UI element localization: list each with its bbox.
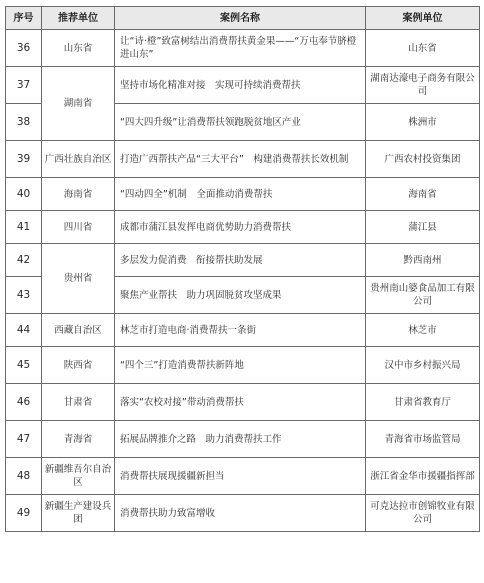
case-unit-cell: 可克达拉市创锦牧业有限公司: [366, 495, 480, 532]
header-serial: 序号: [6, 7, 42, 30]
case-unit-cell: 青海省市场监管局: [366, 421, 480, 458]
recommending-unit-cell: 湖南省: [42, 67, 115, 141]
case-name-cell: 林芝市打造电商·消费帮扶一条街: [115, 314, 366, 347]
table-row: [6, 314, 480, 347]
case-unit-cell: 黔西南州: [366, 244, 480, 277]
table-row: [6, 211, 480, 244]
serial-cell: 47: [6, 421, 42, 458]
case-name-cell: 消费帮扶展现援疆新担当: [115, 458, 366, 495]
document-page: [5, 6, 479, 532]
recommending-unit-cell: 山东省: [42, 30, 115, 67]
table-row: [6, 495, 480, 532]
case-unit-cell: 甘肃省教育厅: [366, 384, 480, 421]
recommending-unit-cell: 陕西省: [42, 347, 115, 384]
case-name-cell: “四个三”打造消费帮扶新阵地: [115, 347, 366, 384]
header-case-unit: 案例单位: [366, 7, 480, 30]
case-unit-cell: 株洲市: [366, 104, 480, 141]
case-unit-cell: 林芝市: [366, 314, 480, 347]
table-row: [6, 244, 480, 277]
case-unit-cell: 山东省: [366, 30, 480, 67]
case-name-cell: 拓展品牌推介之路 助力消费帮扶工作: [115, 421, 366, 458]
serial-cell: 38: [6, 104, 42, 141]
case-name-cell: “四大四升级”让消费帮扶领跑脱贫地区产业: [115, 104, 366, 141]
recommending-unit-cell: 青海省: [42, 421, 115, 458]
case-name-cell: “四动四全”机制 全面推动消费帮扶: [115, 178, 366, 211]
case-name-cell: 让“诗·橙”致富树结出消费帮扶黄金果——“万屯奉节脐橙进山东”: [115, 30, 366, 67]
serial-cell: 45: [6, 347, 42, 384]
recommending-unit-cell: 新疆生产建设兵团: [42, 495, 115, 532]
case-name-cell: 成都市蒲江县发挥电商优势助力消费帮扶: [115, 211, 366, 244]
case-name-cell: 多层发力促消费 衔接帮扶助发展: [115, 244, 366, 277]
case-unit-cell: 浙江省金华市援疆指挥部: [366, 458, 480, 495]
serial-cell: 40: [6, 178, 42, 211]
case-unit-cell: 蒲江县: [366, 211, 480, 244]
table-row: [6, 347, 480, 384]
case-unit-cell: 广西农村投资集团: [366, 141, 480, 178]
recommending-unit-cell: 西藏自治区: [42, 314, 115, 347]
table-row: [6, 178, 480, 211]
table-row: [6, 30, 480, 67]
recommending-unit-cell: 贵州省: [42, 244, 115, 314]
recommending-unit-cell: 广西壮族自治区: [42, 141, 115, 178]
case-name-cell: 消费帮扶助力致富增收: [115, 495, 366, 532]
table-row: [6, 458, 480, 495]
case-unit-cell: 湖南达濠电子商务有限公司: [366, 67, 480, 104]
case-unit-cell: 海南省: [366, 178, 480, 211]
case-name-cell: 坚持市场化精准对接 实现可持续消费帮扶: [115, 67, 366, 104]
serial-cell: 49: [6, 495, 42, 532]
serial-cell: 46: [6, 384, 42, 421]
table-row: [6, 421, 480, 458]
serial-cell: 44: [6, 314, 42, 347]
case-unit-cell: 汉中市乡村振兴局: [366, 347, 480, 384]
table-row: [6, 67, 480, 104]
header-recommending-unit: 推荐单位: [42, 7, 115, 30]
serial-cell: 48: [6, 458, 42, 495]
recommending-unit-cell: 甘肃省: [42, 384, 115, 421]
table-header-row: [6, 7, 480, 30]
recommending-unit-cell: 新疆维吾尔自治区: [42, 458, 115, 495]
case-name-cell: 聚焦产业帮扶 助力巩固脱贫攻坚成果: [115, 277, 366, 314]
recommending-unit-cell: 海南省: [42, 178, 115, 211]
serial-cell: 39: [6, 141, 42, 178]
serial-cell: 43: [6, 277, 42, 314]
serial-cell: 42: [6, 244, 42, 277]
serial-cell: 37: [6, 67, 42, 104]
recommending-unit-cell: 四川省: [42, 211, 115, 244]
case-name-cell: 打造广西帮扶产品“三大平台” 构建消费帮扶长效机制: [115, 141, 366, 178]
table-row: [6, 384, 480, 421]
case-table: [5, 6, 480, 532]
case-unit-cell: 贵州南山婆食品加工有限公司: [366, 277, 480, 314]
serial-cell: 41: [6, 211, 42, 244]
serial-cell: 36: [6, 30, 42, 67]
header-case-name: 案例名称: [115, 7, 366, 30]
case-name-cell: 落实“农校对接”带动消费帮扶: [115, 384, 366, 421]
table-row: [6, 141, 480, 178]
